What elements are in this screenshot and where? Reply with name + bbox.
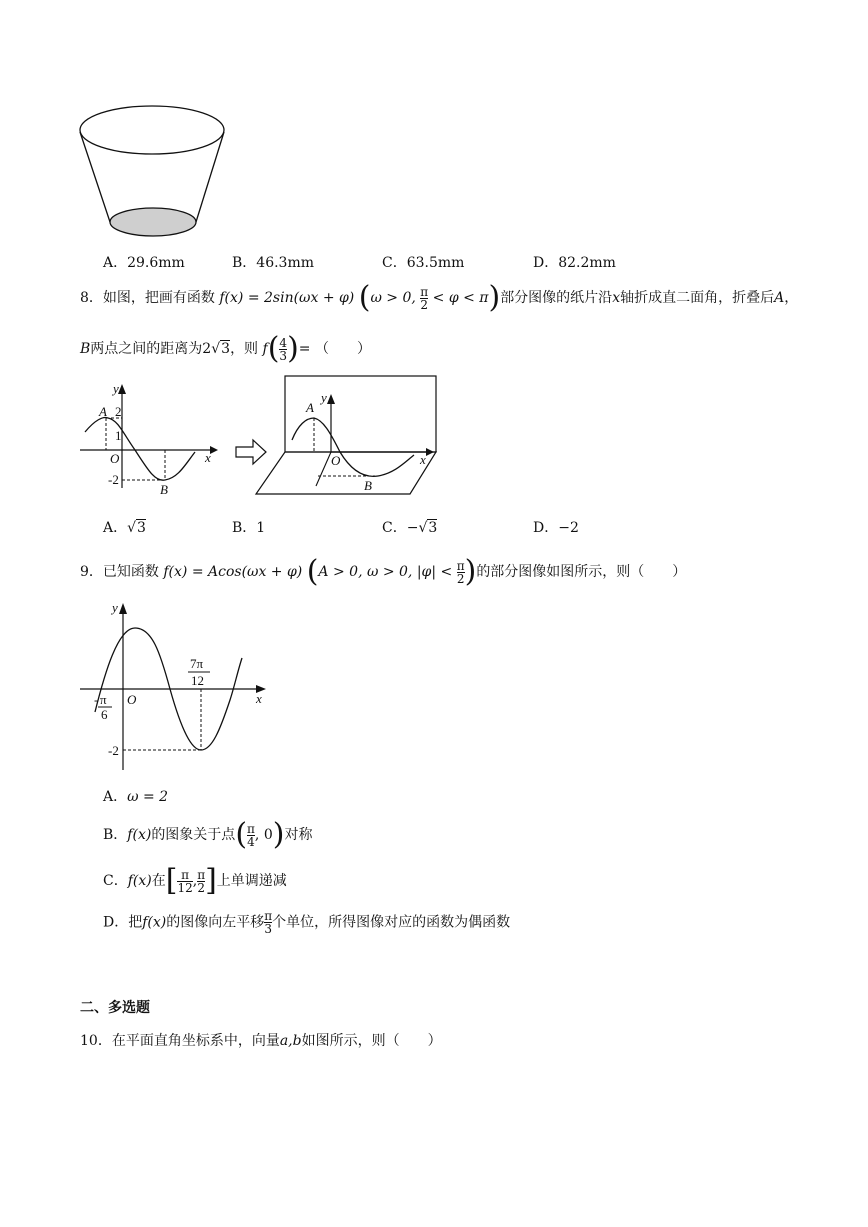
q8-option-b: B．1	[232, 520, 266, 536]
q10-post: 如图所示，则（ ）	[301, 1033, 442, 1049]
q9-cond-fraction: $\frac{\pi}{2}$	[456, 558, 465, 586]
q8-fig2-label-a: A	[306, 400, 314, 415]
q8-fig1-label-b: B	[160, 482, 168, 497]
q8-paren-right: )	[488, 280, 501, 315]
q8-line2c: = （ ）	[298, 341, 371, 357]
q9-label-neg2: -2	[108, 743, 119, 758]
q9-pre: 已知函数	[102, 564, 159, 580]
q7-option-c: C．63.5mm	[382, 255, 465, 271]
q9-post: 的部分图像如图所示，则（ ）	[476, 564, 687, 580]
q9-label-pi: π	[100, 692, 107, 707]
q9-option-d: D．把f(x)的图像向左平移 $\frac{\pi}{3}$ 个单位，所得图像对应的函数为偶函数	[103, 909, 511, 936]
q9-option-a: A．ω = 2	[103, 789, 169, 805]
q8-function: f(x) = 2sin(ωx + φ)	[219, 290, 355, 306]
q8-f: f	[262, 341, 268, 357]
q8-post1: 部分图像的纸片沿	[500, 290, 613, 306]
q8-fig1-label-y: y	[113, 381, 119, 396]
q10-number: 10．	[80, 1033, 112, 1049]
q8-line2: B两点之间的距离为2√3，则 f( $\frac{4}{3}$ )= （ ）	[80, 331, 371, 366]
q10-vectors: a,b	[279, 1033, 302, 1049]
q9-option-c: C．f(x)在[ $\frac{\pi}{12}$ , $\frac{\pi}{2}$ ]上单调递减	[103, 863, 287, 898]
q7-option-a: A．29.6mm	[103, 255, 185, 271]
q8-f-fraction: $\frac{4}{3}$	[279, 335, 288, 363]
q8-option-c: C．−√3	[382, 520, 438, 536]
q8-point-a: A	[774, 290, 785, 306]
q8-line2b: ，则	[230, 341, 259, 357]
q10-pre: 在平面直角坐标系中，向量	[111, 1033, 280, 1049]
q8-number: 8．	[80, 290, 103, 306]
section-title: 二、多选题	[80, 1000, 150, 1016]
q8-axis: x	[612, 290, 621, 306]
q10-line	[80, 1030, 442, 1050]
q8-fig2-label-b: B	[364, 478, 372, 493]
q9-label-neg: -	[94, 692, 99, 707]
q8-option-a: A．√3	[103, 520, 146, 536]
q8-fig1-label-o: O	[110, 451, 120, 466]
q8-fig1-label-1: 1	[115, 428, 122, 443]
q8-post2: 轴折成直二面角，折叠后	[620, 290, 775, 306]
q8-fig2-label-o: O	[331, 453, 341, 468]
q8-f-paren-right: )	[287, 331, 299, 366]
q9-label-o: O	[127, 692, 137, 707]
q9-label-12: 12	[191, 673, 204, 688]
q8-comma: ，	[784, 290, 799, 306]
q8-paren-left: (	[358, 280, 371, 315]
q8-dist-coef: 2	[202, 341, 212, 357]
q7-option-b: B．46.3mm	[232, 255, 315, 271]
q9-label-y: y	[112, 600, 118, 615]
q9-label-x: x	[256, 691, 262, 706]
q8-option-d: D．−2	[533, 520, 579, 536]
q9-label-six: 6	[101, 707, 108, 722]
q8-fig1-label-2: 2	[115, 404, 122, 419]
q8-pre: 如图，把画有函数	[102, 290, 215, 306]
q9-cond: A > 0, ω > 0, |φ| <	[318, 564, 453, 580]
q9-number: 9．	[80, 564, 103, 580]
q9-paren-left: (	[306, 554, 319, 589]
q8-cond2: < φ < π	[432, 290, 489, 306]
q8-fig1-label-x: x	[205, 450, 211, 465]
q8-fig2-label-y: y	[321, 390, 327, 405]
q9-option-b: B．f(x)的图象关于点( $\frac{\pi}{4}$ , 0)对称	[103, 817, 313, 852]
q9-y-arrow	[119, 603, 127, 614]
q8-fig1-label-neg2: -2	[108, 472, 119, 487]
q8-point-b: B	[80, 341, 91, 357]
q8-f-paren-left: (	[267, 331, 280, 366]
q9-function: f(x) = Acos(ωx + φ)	[163, 564, 303, 580]
q8-fig2-label-x: x	[420, 452, 426, 467]
q8-cond1: ω > 0,	[370, 290, 416, 306]
q8-fig1-label-a: A	[99, 404, 107, 419]
q9-label-7pi: 7π	[190, 656, 204, 671]
q8-dist-radicand: 3	[221, 341, 231, 357]
q8-line2a: 两点之间的距离为	[90, 341, 203, 357]
q8-cond-fraction: $\frac{\pi}{2}$	[420, 284, 429, 312]
q7-option-d: D．82.2mm	[533, 255, 616, 271]
q9-paren-right: )	[464, 554, 477, 589]
